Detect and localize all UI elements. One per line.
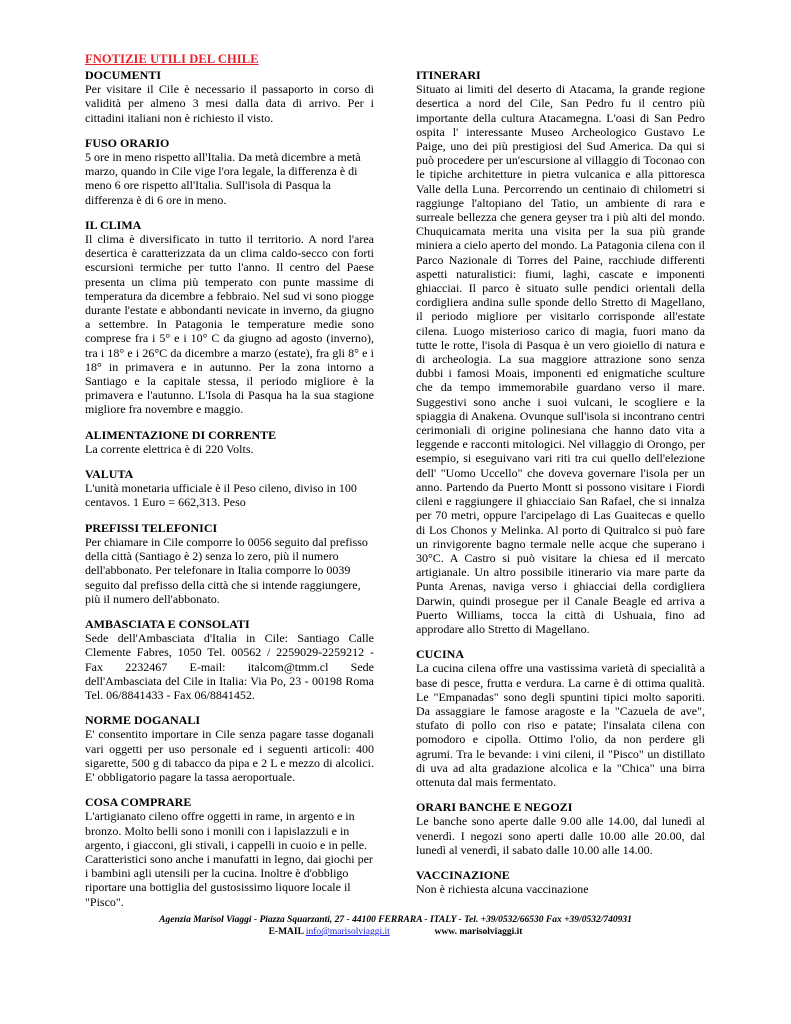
section-text: L'unità monetaria ufficiale è il Peso cileno, diviso in 100 centavos. 1 Euro = 662,313. Peso xyxy=(85,481,357,510)
section-heading: VALUTA xyxy=(85,467,134,482)
section-heading: IL CLIMA xyxy=(85,217,142,232)
section-heading: ORARI BANCHE E NEGOZI xyxy=(416,800,573,815)
section-heading: VACCINAZIONE xyxy=(416,867,510,882)
footer-agency-line: Agenzia Marisol Viaggi - Piazza Squarzanti, 27 - 44100 FERRARA - ITALY - Tel. +39/0532/66530 Fax +39/0532/740931 xyxy=(159,915,632,925)
section-text: Per visitare il Cile è necessario il passaporto in corso di validità per almeno 3 mesi dalla data di arrivo. Per i cittadini italiani non è richiesto il visto. xyxy=(85,82,374,125)
section-cucina xyxy=(416,647,705,789)
right-column xyxy=(416,68,705,907)
section-heading: NORME DOGANALI xyxy=(85,713,201,728)
section-heading: AMBASCIATA E CONSOLATI xyxy=(85,616,250,631)
section-text: Il clima è diversificato in tutto il territorio. A nord l'area desertica è caratterizzata da un clima caldo-secco con forti escursioni termiche per tutto l'anno. Il centro del Paese presenta un clima più temperato con punte massime di temperatura da dicembre a febbraio. Nel sud vi sono piogge durante l'estate e abbondanti nevicate in inverno, da giugno a settembre. In Patagonia le temperature medie sono comprese fra i 5° e i 10° C da giugno ad agosto (inverno), tra i 18° e i 26°C da dicembre a marzo (estate), fra gli 8° e i 18° in primavera e in autunno. Per la zona intorno a Santiago e la capitale stessa, il periodo migliore è la primavera e l'autunno. L'Isola di Pasqua ha la sua stagione migliore fra novembre e maggio. xyxy=(85,232,374,417)
section-heading: ALIMENTAZIONE DI CORRENTE xyxy=(85,427,277,442)
section-cosa-comprare xyxy=(85,795,374,909)
section-heading: ITINERARI xyxy=(416,68,481,82)
page-title: FNOTIZIE UTILI DEL CHILE xyxy=(85,52,259,66)
section-text: E' consentito importare in Cile senza pagare tasse doganali vari oggetti per uso personale ed i seguenti articoli: 400 sigarette, 500 g di tabacco da pipa e 2 L e mezzo di alcolici. E' obbligatorio pagare la tassa aeroportuale. xyxy=(85,727,374,784)
footer-contact-line xyxy=(0,926,791,938)
section-itinerari xyxy=(416,68,705,636)
section-vaccinazione xyxy=(416,868,705,896)
footer-email-label: E-MAIL xyxy=(268,927,304,937)
section-heading: FUSO ORARIO xyxy=(85,135,170,150)
section-alimentazione xyxy=(85,428,374,456)
section-ambasciata xyxy=(85,617,374,702)
section-text: Le banche sono aperte dalle 9.00 alle 14.00, dal lunedì al venerdì. I negozi sono aperti dalle 10.00 alle 20.00, dal lunedì al venerdì, il sabato dalle 10.00 alle 14.00. xyxy=(416,814,705,857)
section-valuta xyxy=(85,467,374,510)
section-heading: PREFISSI TELEFONICI xyxy=(85,520,218,535)
section-heading: DOCUMENTI xyxy=(85,68,162,82)
section-text: 5 ore in meno rispetto all'Italia. Da metà dicembre a metà marzo, quando in Cile vige l'ora legale, la differenza è di meno 6 ore rispetto all'Italia. Sull'isola di Pasqua la differenza è di 6 ore in meno. xyxy=(85,150,361,207)
section-norme-doganali xyxy=(85,713,374,784)
section-fuso-orario xyxy=(85,136,374,207)
section-text: La corrente elettrica è di 220 Volts. xyxy=(85,441,254,456)
footer-email-link[interactable]: info@marisolviaggi.it xyxy=(305,927,390,937)
section-orari xyxy=(416,800,705,857)
section-text: Non è richiesta alcuna vaccinazione xyxy=(416,882,589,897)
footer xyxy=(0,914,791,938)
section-text: Situato ai limiti del deserto di Atacama, la grande regione desertica a nord del Cile, San Pedro fu il centro più importante della cultura Atacamegna. L'oasi di San Pedro ospita l' interessante Museo Archeologico Gustavo Le Paige, uno dei più prestigiosi del Sud America. Da qui si può procedere per un'escursione al villaggio di Toconao con le tipiche architetture in pietra vulcanica e alla pittoresca Valle della Luna. Percorrendo un centinaio di chilometri si raggiunge l'altopiano del Tatio, un ambiente di rara e surreale bellezza che genera geyser tra i più alti del mondo. Chuquicamata merita una visita per la sua più grande miniera a cielo aperto del mondo. La Patagonia cilena con il Parco Nazionale di Torres del Paine, racchiude differenti aspetti naturalistici: fiumi, laghi, cascate e imponenti ghiacciai. Il parco è situato sulle pendici orientali della cordigliera andina sulle sponde dello Stretto di Magellano, il periodo migliore per visitarlo corrisponde all'estate cilena. Luogo misterioso carico di magia, fuori mano da tutte le rotte, l'isola di Pasqua è un vero gioiello di natura e di archeologia. La sua maggiore attrazione sono senza dubbi i famosi Moais, imponenti ed enigmatiche sculture che da tempo immemorabile guardano verso il mare. Suggestivi sono anche i suoi vulcani, le scogliere e la spiaggia di Anakena. Ovunque sull'isola si incontrano centri cerimoniali di origine polinesiana che hanno dato vita a leggende e racconti mitologici. Nel villaggio di Orongo, per esempio, si eseguivano vari riti tra cui quello dell'elezione dell' "Uomo Uccello" che doveva governare l'isola per un anno. Partendo da Puerto Montt si possono visitare i Fiordi cileni e raggiungere il ghiacciaio San Rafael, che si innalza per 70 metri, oppure l'arcipelago di Las Guaitecas e quello di Los Chonos y Melinka. Al porto di Quitralco si può fare un rinvigorente bagno termale nelle acque che superano i 30°C. A Castro si può visitare la chiesa ed il mercato artigianale. Un altro possibile itinerario via mare parte da Punta Arenas, naviga verso i ghiacciai della cordigliera Darwin, quindi prosegue per il Canale Beagle ed arriva a Puerto Williams, tocca la città di Ushuaia, fino ad approdare allo Stretto di Magellano. xyxy=(416,82,705,636)
footer-website[interactable]: www. marisolviaggi.it xyxy=(434,927,523,937)
section-documenti xyxy=(85,68,374,125)
section-text: Sede dell'Ambasciata d'Italia in Cile: Santiago Calle Clemente Fabres, 1050 Tel. 00562 / 2259029-2259212 - Fax 2232467 E-mail: italcom@tmm.cl Sede dell'Ambasciata del Cile in Italia: Via Po, 23 - 00198 Roma Tel. 06/8841433 - Fax 06/8841452. xyxy=(85,631,374,702)
section-heading: COSA COMPRARE xyxy=(85,795,192,810)
section-clima xyxy=(85,218,374,417)
section-prefissi xyxy=(85,521,374,606)
section-text: Per chiamare in Cile comporre lo 0056 seguito dal prefisso della città (Santiago è 2) senza lo zero, più il numero dell'abbonato. Per telefonare in Italia comporre lo 0039 seguito dal prefisso della città che si intende raggiungere, più il numero dell'abbonato. xyxy=(85,534,368,606)
section-text: L'artigianato cileno offre oggetti in rame, in argento e in bronzo. Molto belli sono i monili con i lapislazzuli e in argento, i giacconi, gli stivali, i cappelli in cuoio e in pelle. Caratteristici sono anche i manufatti in legno, dai giochi per i bambini agli utensili per la cucina. Inoltre è d'obbligo riportare una bottiglia del gustosissimo liquore locale il "Pisco". xyxy=(85,809,373,909)
section-heading: CUCINA xyxy=(416,647,464,662)
section-text: La cucina cilena offre una vastissima varietà di specialità a base di pesce, frutta e verdura. La carne è di ottima qualità. Le "Empanadas" sono degli spuntini tipici molto saporiti. Da assaggiare le famose aragoste e la "Cazuela de ave", stufato di pollo con riso e patate; l'insalata cilena con pomodoro e cipolla. Ottimo l'olio, da non perdere gli agrumi. Tra le bevande: i vini cileni, il "Pisco" un distillato di uva ad alta gradazione alcolica e la "Chica" una birra ottenuta dal mais fermentato. xyxy=(416,661,705,789)
left-column xyxy=(85,68,374,920)
